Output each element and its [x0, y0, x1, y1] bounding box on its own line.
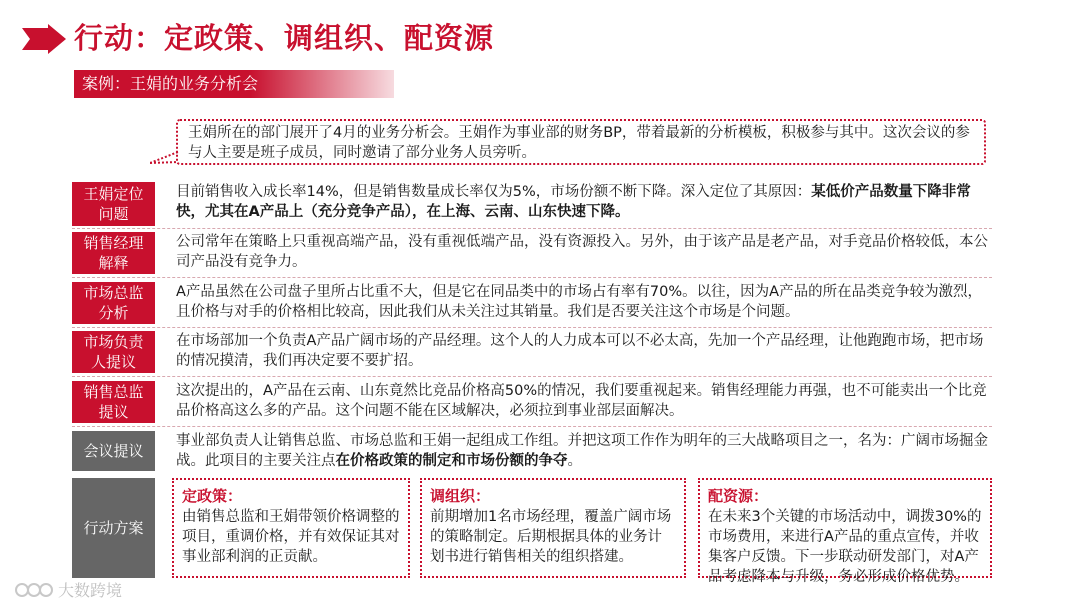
- row-text-after: 。: [567, 453, 582, 469]
- row-text-marketing-director: A产品虽然在公司盘子里所占比重不大，但是它在同品类中的市场占有率有70%。以往，因为A产品的所在品类竞争较为激烈，且价格与对手的价格相比较高，因此我们从未关注过其销量。我们是否要关注这个市场是个问题。: [176, 284, 983, 320]
- row-text-marketing-lead: 在市场部加一个负责A产品广阔市场的产品经理。这个人的人力成本可以不必太高，先加一个产品经理，让他跑跑市场，把市场的情况摸清，我们再决定要不要扩招。: [176, 333, 984, 369]
- row-divider: [72, 228, 992, 229]
- row-label-line2: 人提议: [90, 353, 136, 371]
- row-text-meeting-proposal: [176, 431, 988, 471]
- row-divider: [72, 376, 992, 377]
- row-divider: [72, 327, 992, 328]
- row-divider: [72, 277, 992, 278]
- row-text-normal: 事业部负责人让销售总监、市场总监和王娟一起组成工作组。并把这项工作作为明年的三大战略项目之一，名为：广阔市场掘金战。此项目的主要关注点: [176, 433, 988, 469]
- row-label-line1: 市场负责: [83, 333, 144, 351]
- row-label-sales-director: [72, 381, 155, 423]
- row-text-bold: 某低价产品数量下降非常快，尤其在A产品上（充分竞争产品），在上海、云南、山东快速下降。: [176, 184, 971, 220]
- action-box-policy: [172, 478, 410, 578]
- row-label-line2: 解释: [98, 254, 129, 272]
- watermark-text: 大数跨境: [58, 581, 123, 600]
- row-label-line2: 问题: [98, 205, 129, 223]
- row-label-line2: 分析: [98, 304, 129, 322]
- action-box-text: 由销售总监和王娟带领价格调整的项目，重调价格，并有效保证其对事业部利润的正贡献。: [182, 509, 400, 565]
- row-text-normal: 目前销售收入成长率14%，但是销售数量成长率仅为5%，市场份额不断下降。深入定位了其原因：: [176, 184, 812, 200]
- case-label: 案例：王娟的业务分析会: [74, 70, 394, 98]
- row-label-action-plan: [72, 478, 155, 578]
- row-label-marketing-lead: [72, 331, 155, 373]
- action-box-text: 在未来3个关键的市场活动中，调拨30%的市场费用，来进行A产品的重点宣传，并收集客户反馈。下一步联动研发部门，对A产品考虑降本与升级，务必形成价格优势。: [708, 509, 982, 585]
- watermark: [14, 578, 122, 601]
- row-label-line2: 提议: [98, 403, 129, 421]
- page-title: 行动：定政策、调组织、配资源: [74, 21, 495, 55]
- row-divider: [72, 426, 992, 427]
- action-box-resources: [698, 478, 992, 585]
- row-label-line1: 王娟定位: [83, 185, 144, 203]
- action-box-title: 配资源：: [708, 487, 769, 505]
- watermark-logo-icon: [14, 580, 54, 600]
- row-label-line1: 市场总监: [83, 284, 144, 302]
- row-label-meeting-proposal: [72, 431, 155, 471]
- row-label-line1: 销售总监: [83, 383, 144, 401]
- row-label-line1: 销售经理: [83, 234, 144, 252]
- row-text-sales-director: 这次提出的，A产品在云南、山东竟然比竞品价格高50%的情况，我们要重视起来。销售经理能力再强，也不可能卖出一个比竞品价格高这么多的产品。这个问题不能在区域解决，必须拉到事业部层面解决。: [176, 383, 987, 419]
- action-box-title: 定政策：: [182, 487, 243, 505]
- row-text-sales-manager: 公司常年在策略上只重视高端产品，没有重视低端产品，没有资源投入。另外，由于该产品是老产品，对手竞品价格较低，本公司产品没有竞争力。: [176, 234, 988, 270]
- row-text-wangjuan: [176, 182, 988, 222]
- row-label-line1: 会议提议: [83, 442, 144, 460]
- action-box-text: 前期增加1名市场经理，覆盖广阔市场的策略制定。后期根据具体的业务计划书进行销售相关的组织搭建。: [430, 509, 672, 565]
- header-arrow-icon: [22, 24, 66, 54]
- row-label-sales-manager: [72, 232, 155, 274]
- row-text-bold: 在价格政策的制定和市场份额的争夺: [335, 453, 568, 469]
- intro-callout: 王娟所在的部门展开了4月的业务分析会。王娟作为事业部的财务BP，带着最新的分析模板，积极参与其中。这次会议的参与人主要是班子成员，同时邀请了部分业务人员旁听。: [176, 119, 986, 165]
- action-label: 行动方案: [83, 519, 144, 537]
- row-label-marketing-director: [72, 282, 155, 324]
- action-box-organization: [420, 478, 686, 578]
- row-label-wangjuan: [72, 182, 155, 226]
- action-box-title: 调组织：: [430, 487, 491, 505]
